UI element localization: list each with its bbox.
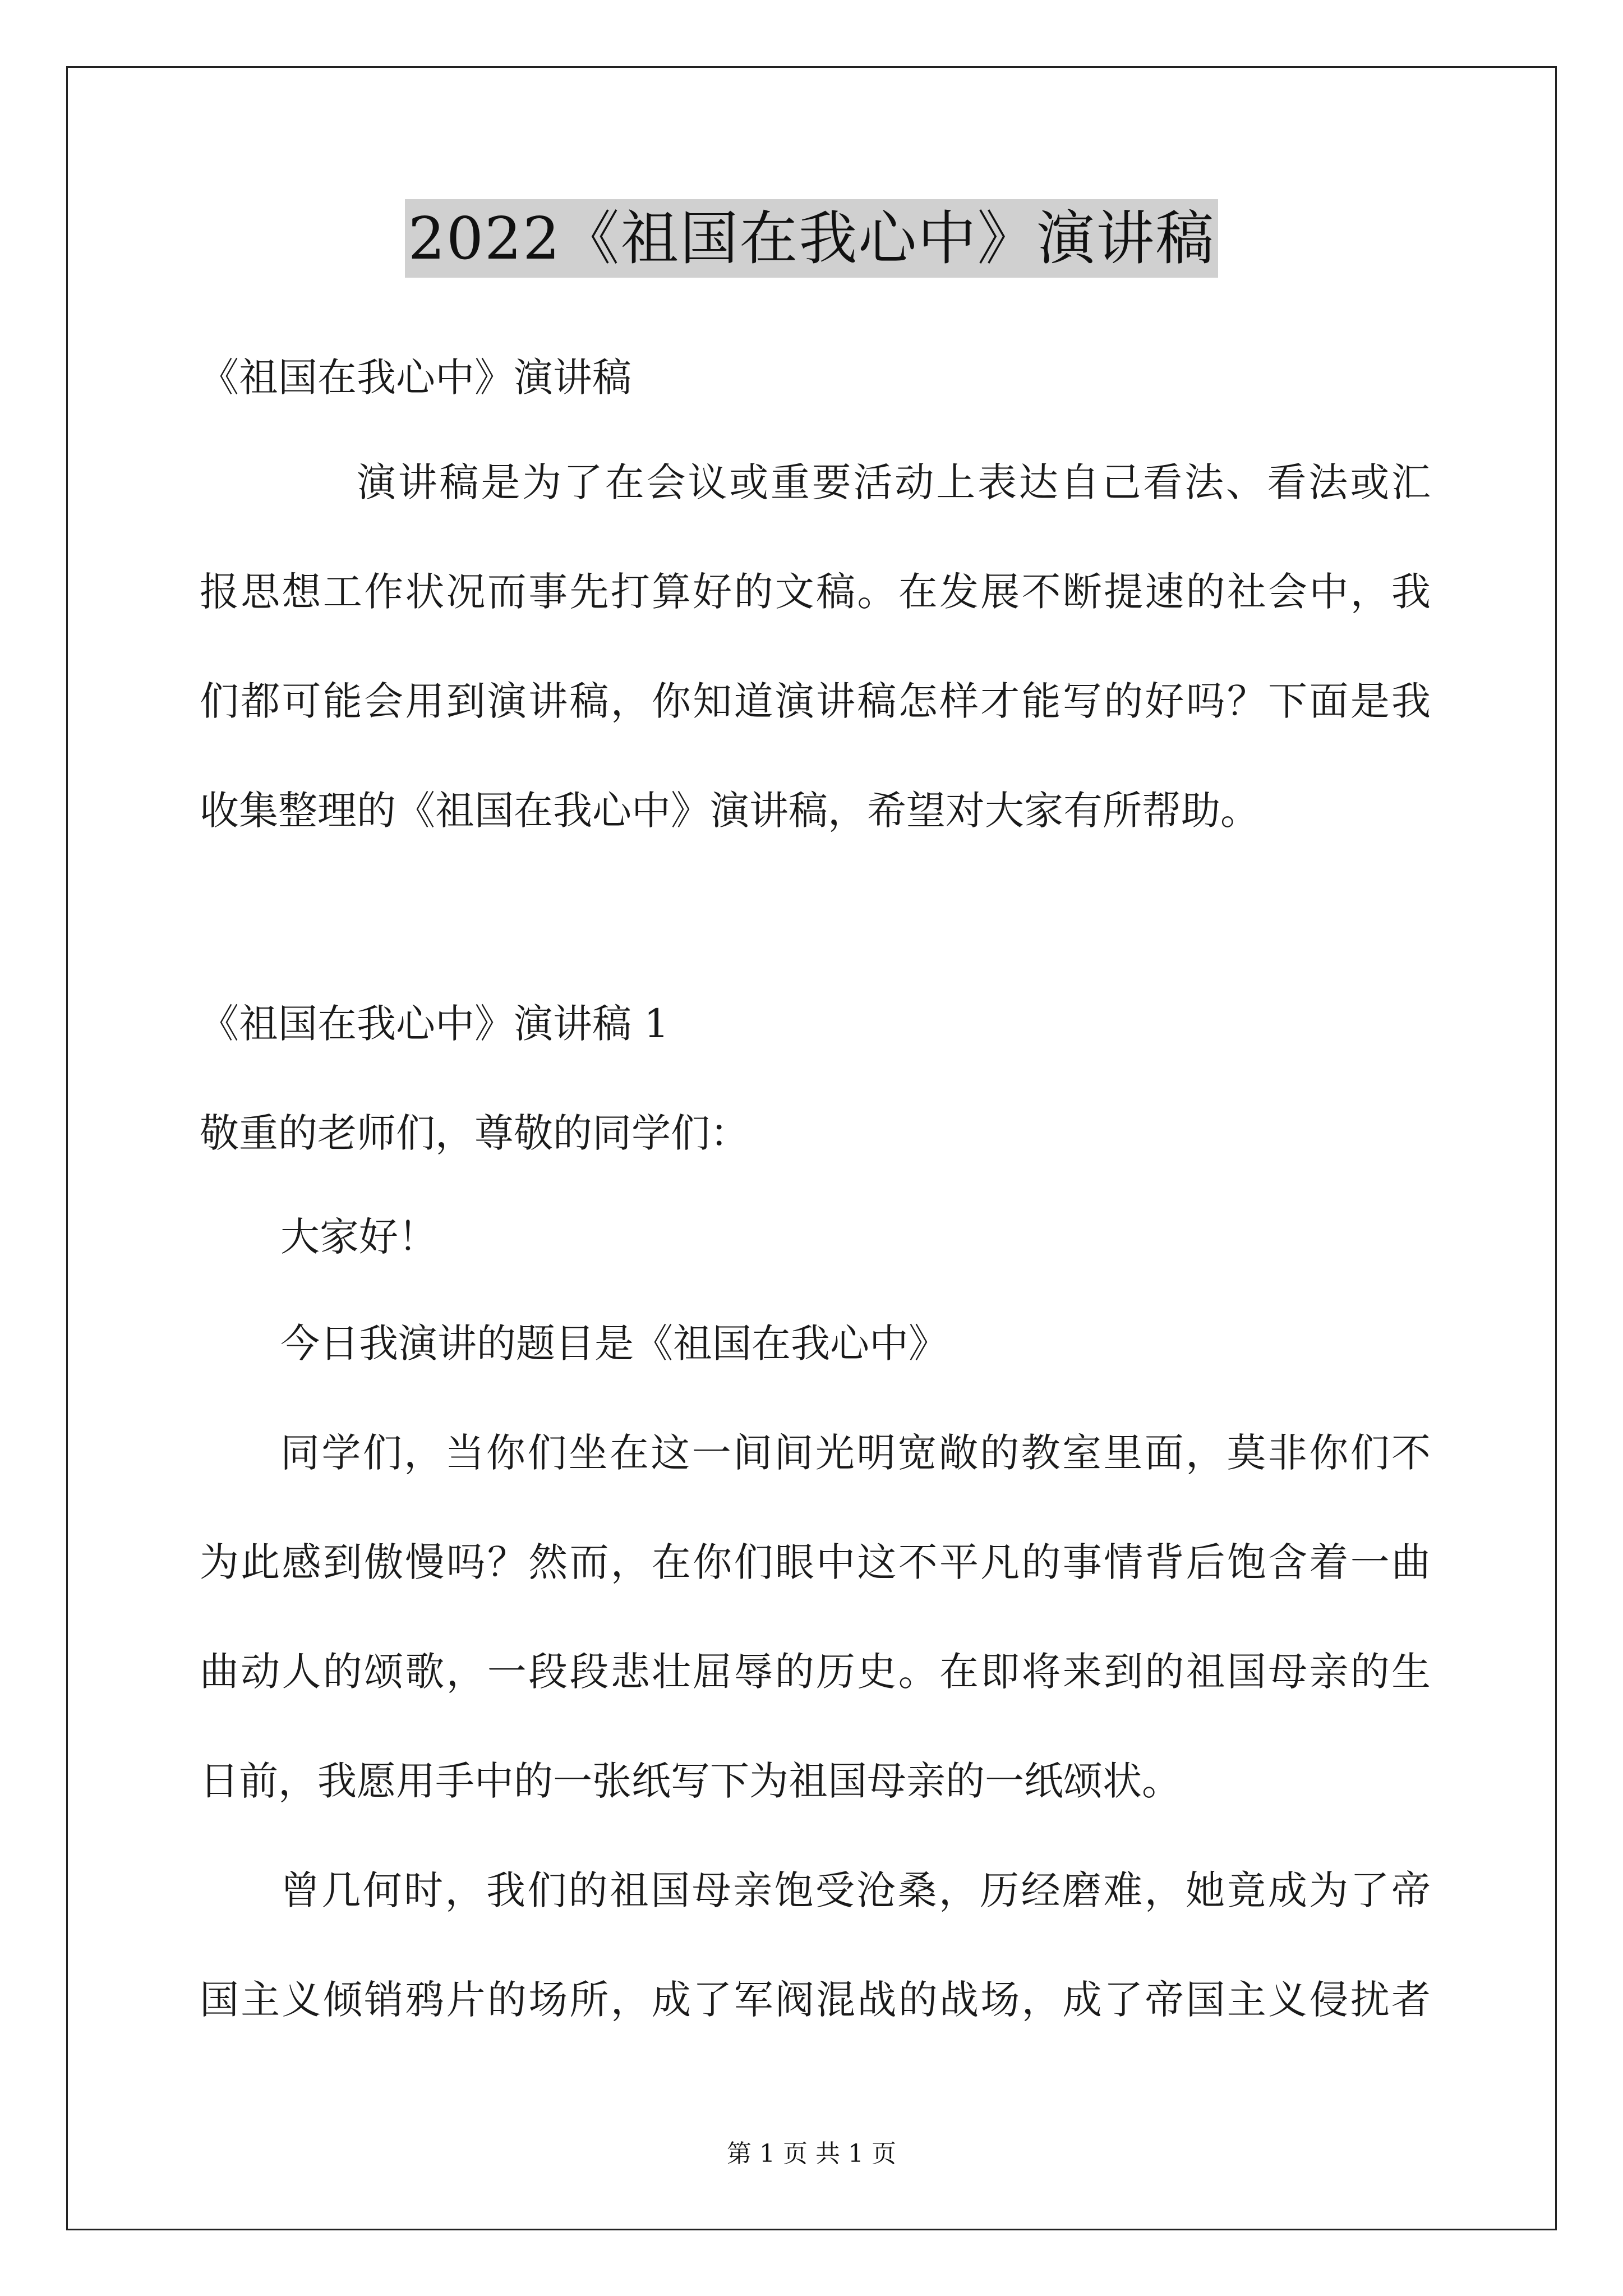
page-footer: 第 1 页 共 1 页 (727, 2139, 896, 2168)
para1-line-3: 曲动人的颂歌，一段段悲壮屈辱的历史。在即将来到的祖国母亲的生 (200, 1649, 1431, 1695)
para1-line-1: 同学们，当你们坐在这一间间光明宽敞的教室里面，莫非你们不 (280, 1430, 1431, 1476)
greeting: 大家好！ (280, 1214, 437, 1260)
intro-line-1: 演讲稿是为了在会议或重要活动上表达自己看法、看法或汇 (357, 459, 1431, 505)
para2-line-1: 曾几何时，我们的祖国母亲饱受沧桑，历经磨难，她竟成为了帝 (280, 1867, 1431, 1913)
document-subtitle: 《祖国在我心中》演讲稿 (200, 355, 631, 401)
para2-line-2: 国主义倾销鸦片的场所，成了军阀混战的战场，成了帝国主义侵扰者 (200, 1977, 1431, 2023)
para1-line-4: 日前，我愿用手中的一张纸写下为祖国母亲的一纸颂状。 (200, 1758, 1181, 1804)
intro-line-4: 收集整理的《祖国在我心中》演讲稿，希望对大家有所帮助。 (200, 788, 1260, 834)
intro-line-3: 们都可能会用到演讲稿，你知道演讲稿怎样才能写的好吗？下面是我 (200, 678, 1431, 724)
title-wrap (0, 199, 1623, 278)
salutation: 敬重的老师们，尊敬的同学们： (200, 1110, 749, 1156)
section-heading: 《祖国在我心中》演讲稿 1 (200, 1001, 669, 1047)
intro-line-2: 报思想工作状况而事先打算好的文稿。在发展不断提速的社会中，我 (200, 569, 1431, 615)
document-title: 2022《祖国在我心中》演讲稿 (405, 199, 1219, 278)
topic-line: 今日我演讲的题目是《祖国在我心中》 (280, 1320, 948, 1366)
para1-line-2: 为此感到傲慢吗？然而，在你们眼中这不平凡的事情背后饱含着一曲 (200, 1539, 1431, 1585)
